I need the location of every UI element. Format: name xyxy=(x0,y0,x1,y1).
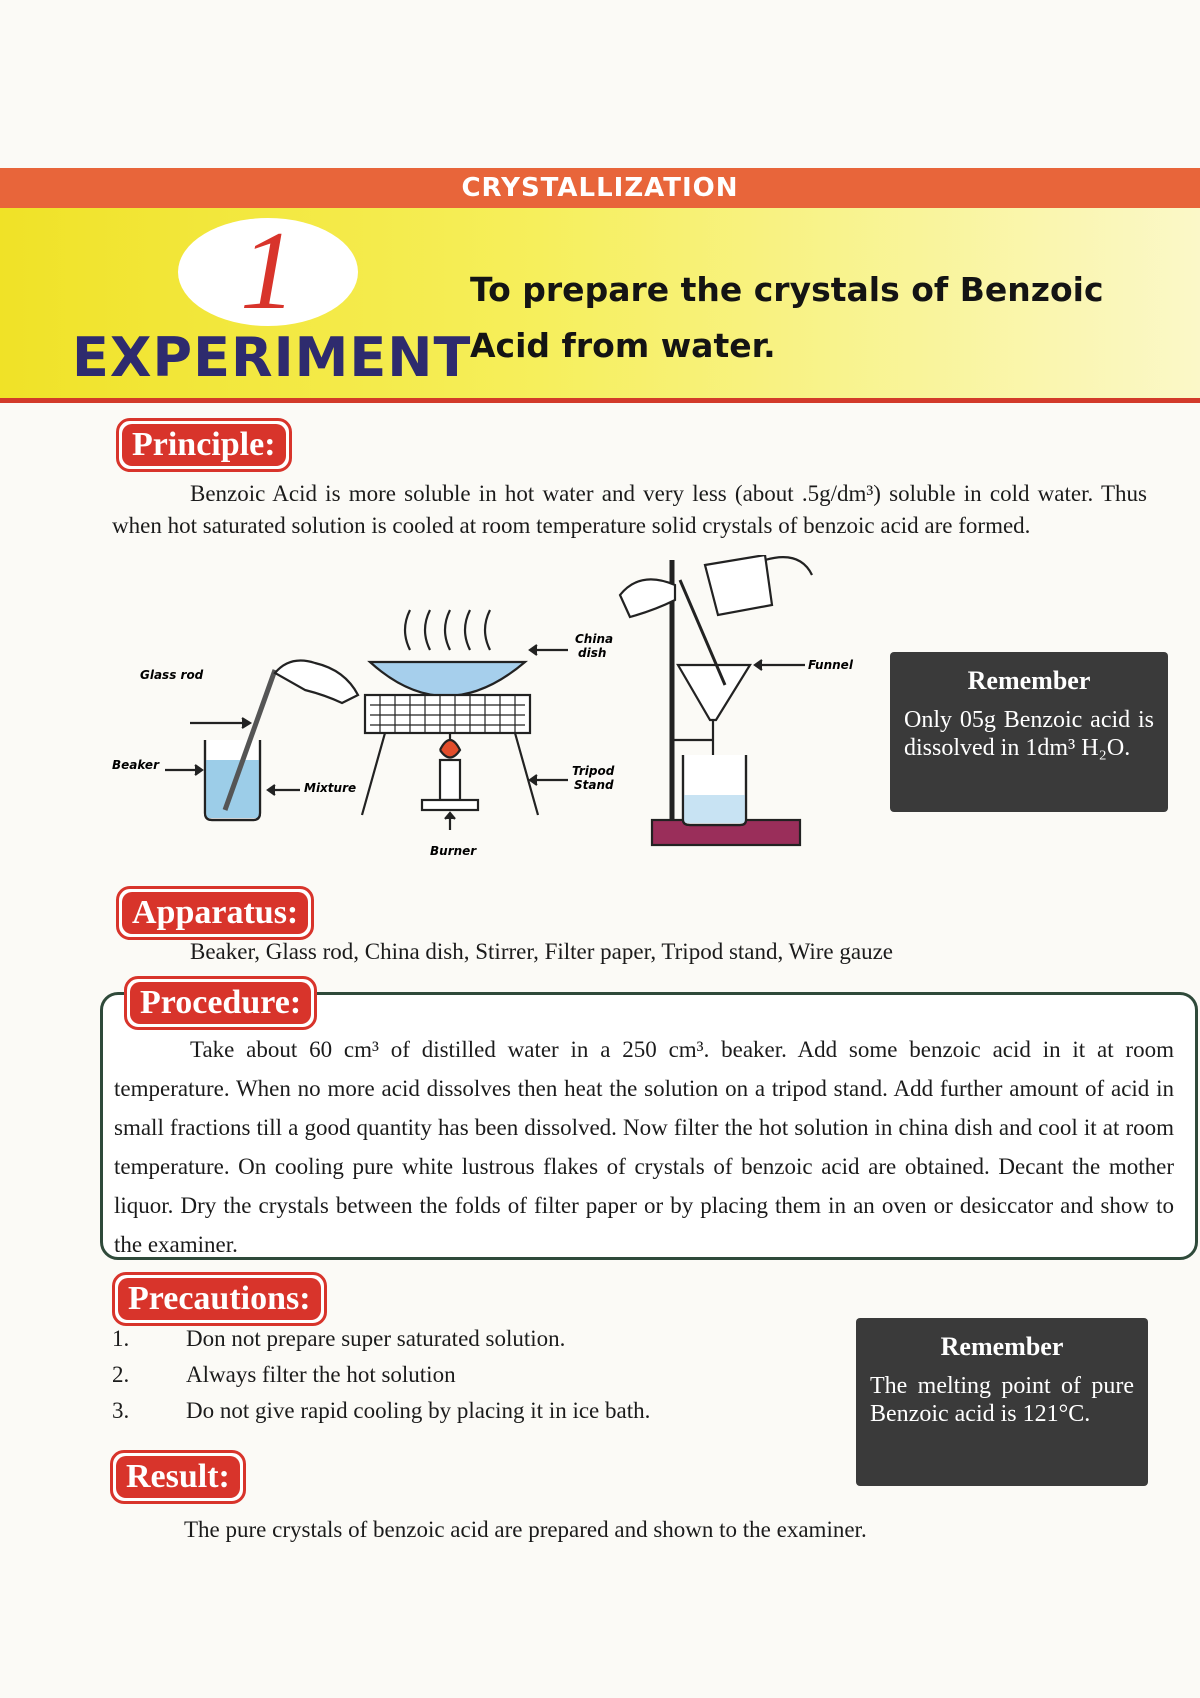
remember-box-1 xyxy=(890,652,1168,812)
apparatus-label: Apparatus: xyxy=(116,886,314,940)
china-dish-shape xyxy=(370,662,525,696)
apparatus-diagram xyxy=(100,555,900,885)
label-glass-rod: Glass rod xyxy=(140,668,204,682)
burner-shape xyxy=(440,740,460,758)
list-item: 2. Always filter the hot solution xyxy=(112,1362,456,1387)
label-tripod-2: Stand xyxy=(574,778,614,792)
pour-beaker xyxy=(705,555,772,615)
label-china-dish-1: China xyxy=(575,632,614,646)
precautions-label: Precautions: xyxy=(112,1272,327,1326)
remember-1-text: Only 05g Benzoic acid is dissolved in 1dm³ H₂O. xyxy=(904,707,1154,761)
label-china-dish-2: dish xyxy=(578,646,607,660)
procedure-label: Procedure: xyxy=(124,976,317,1030)
hand-left xyxy=(275,661,358,703)
label-beaker: Beaker xyxy=(112,758,159,772)
experiment-title: To prepare the crystals of Benzoic Acid from water. xyxy=(470,270,1104,365)
label-tripod-1: Tripod xyxy=(572,764,615,778)
hand-right xyxy=(620,579,675,617)
principle-label: Principle: xyxy=(116,418,292,472)
label-mixture: Mixture xyxy=(304,781,357,795)
band-divider xyxy=(0,398,1200,403)
list-item: 3. Do not give rapid cooling by placing it in ice bath. xyxy=(112,1398,651,1423)
remember-2-text: The melting point of pure Benzoic acid is 121°C. xyxy=(870,1373,1134,1427)
experiment-number: 1 xyxy=(240,209,296,333)
remember-2-title: Remember xyxy=(940,1332,1064,1361)
funnel-shape xyxy=(678,665,750,720)
list-item: 1. Don not prepare super saturated solution. xyxy=(112,1326,566,1351)
chapter-title: CRYSTALLIZATION xyxy=(461,173,739,203)
label-funnel: Funnel xyxy=(808,658,853,672)
remember-1-title: Remember xyxy=(967,666,1091,695)
remember-box-2 xyxy=(856,1318,1148,1486)
result-label: Result: xyxy=(110,1450,246,1504)
procedure-text: Take about 60 cm³ of distilled water in a 250 cm³. beaker. Add some benzoic acid in it at room temperature. When no more acid dissolves then heat the solution on a tripod stand. Add further amount of acid in small fractions till a good quantity has been dissolved. Now filter the hot solution in china dish and cool it at room temperature. On cooling pure white lustrous flakes of crystals of benzoic acid are obtained. Decant the mother liquor. Dry the crystals between the folds of filter paper or by placing them in an oven or desiccator and show to the examiner. xyxy=(114,1037,1174,1257)
label-burner: Burner xyxy=(430,844,477,858)
apparatus-text: Beaker, Glass rod, China dish, Stirrer, Filter paper, Tripod stand, Wire gauze xyxy=(190,939,894,964)
result-text: The pure crystals of benzoic acid are prepared and shown to the examiner. xyxy=(184,1517,867,1542)
precautions-list xyxy=(112,1326,872,1434)
experiment-word: EXPERIMENT xyxy=(72,326,472,389)
principle-text: Benzoic Acid is more soluble in hot water and very less (about .5g/dm³) soluble in cold water. Thus when hot saturated solution is cooled at room temperature solid crystals of benzoic acid are formed. xyxy=(112,481,1147,538)
